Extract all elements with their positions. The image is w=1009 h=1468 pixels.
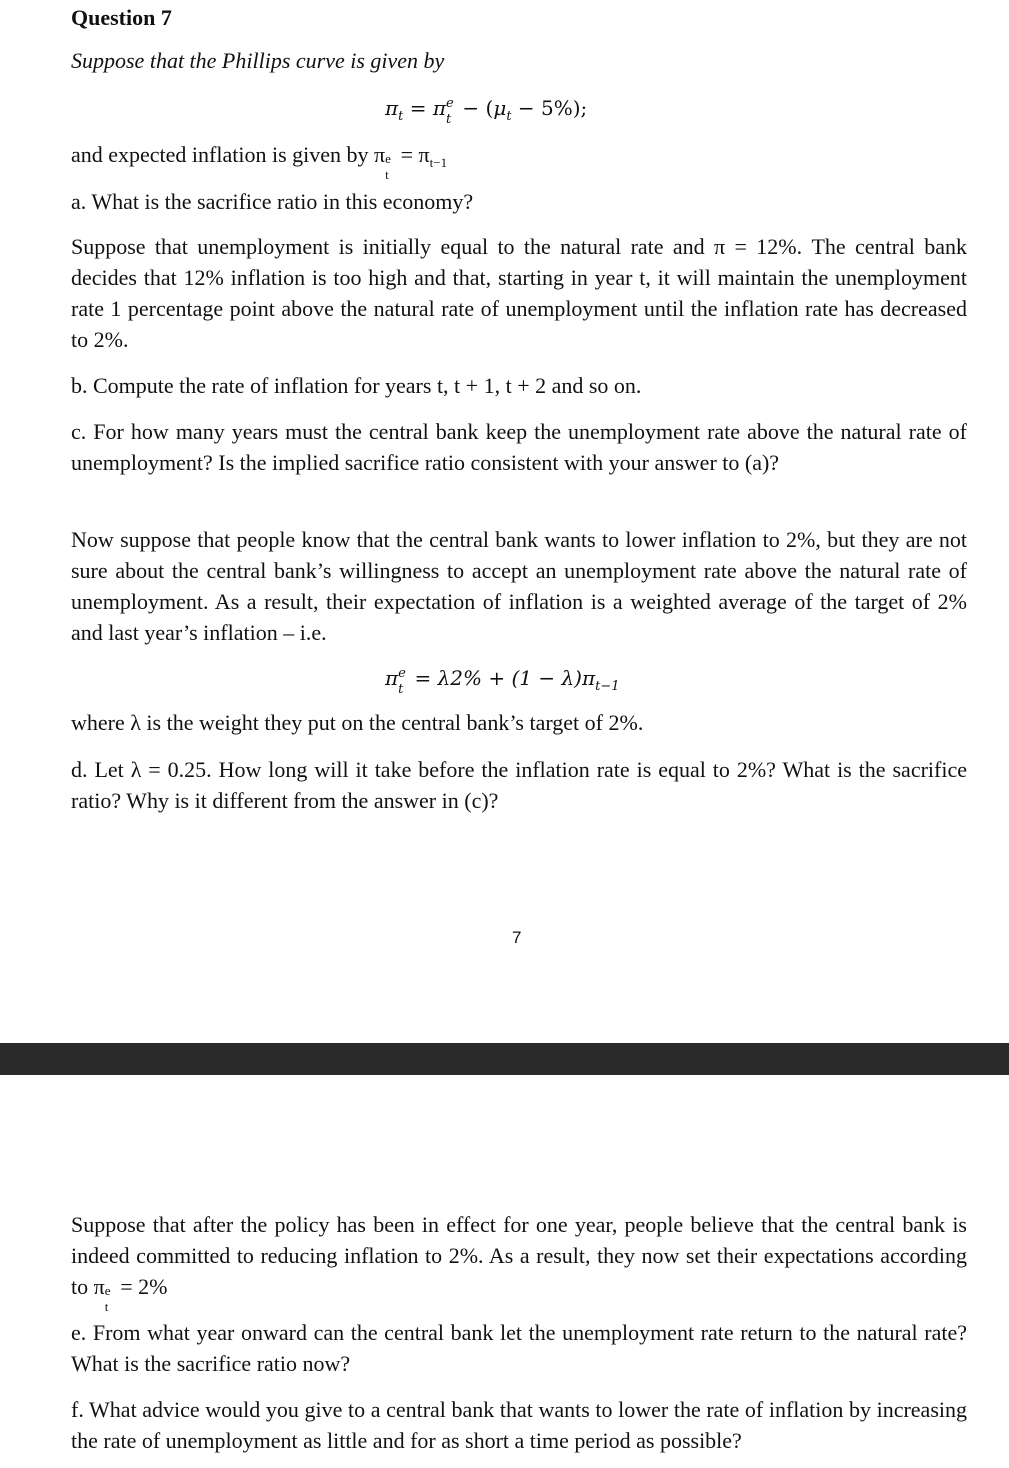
question-f: f. What advice would you give to a central bank that wants to lower the rate of inflation by increasing the rate of unemployment as little and for as short a time period as possible?: [71, 1397, 967, 1453]
expectations-paragraph: Now suppose that people know that the central bank wants to lower inflation to 2%, but they are not sure about the central bank’s willingness to accept an unemployment rate above the natural rate of unemployment. As a result, their expectation of inflation is a weighted average of the target of 2% and last year’s inflation – i.e.: [71, 527, 967, 645]
question-e: e. From what year onward can the central bank let the unemployment rate return to the natural rate? What is the sacrifice ratio now?: [71, 1320, 967, 1376]
lambda-definition: where λ is the weight they put on the central bank’s target of 2%.: [71, 710, 644, 735]
scenario-paragraph: Suppose that unemployment is initially equal to the natural rate and π = 12%. The central bank decides that 12% inflation is too high and that, starting in year t, it will maintain the unemployment rate 1 percentage point above the natural rate of unemployment until the inflation rate has decreased to 2%.: [71, 234, 967, 352]
phillips-curve-equation: $\pi_t = \pi$ e t − $(\mu_t - 5\%)$;: [385, 96, 588, 127]
question-b: b. Compute the rate of inflation for years t, t + 1, t + 2 and so on.: [71, 373, 642, 398]
page-number: 7: [512, 928, 522, 947]
question-d: d. Let λ = 0.25. How long will it take before the inflation rate is equal to 2%? What is the sacrifice ratio? Why is it different from the answer in (c)?: [71, 757, 967, 813]
page-separator-bar: [0, 1043, 1009, 1075]
question-c: c. For how many years must the central bank keep the unemployment rate above the natural rate of unemployment? Is the implied sacrifice ratio consistent with your answer to (a)?: [71, 419, 967, 475]
intro-text: Suppose that the Phillips curve is given by: [71, 48, 445, 73]
commitment-paragraph: Suppose that after the policy has been in effect for one year, people believe that the central bank is indeed committed to reducing inflation to 2%. As a result, they now set their expectations according to π e t = 2%: [71, 1212, 967, 1314]
document-page-2: [0, 1075, 1009, 1468]
expected-inflation-line: and expected inflation is given by π e t = $\pi_{t-1}$: [71, 142, 448, 182]
expectations-equation: π e t = $\lambda 2\% + (1 - \lambda)\pi_{t-1}$: [385, 666, 620, 697]
question-a: a. What is the sacrifice ratio in this economy?: [71, 189, 474, 214]
question-heading: Question 7: [71, 5, 172, 30]
